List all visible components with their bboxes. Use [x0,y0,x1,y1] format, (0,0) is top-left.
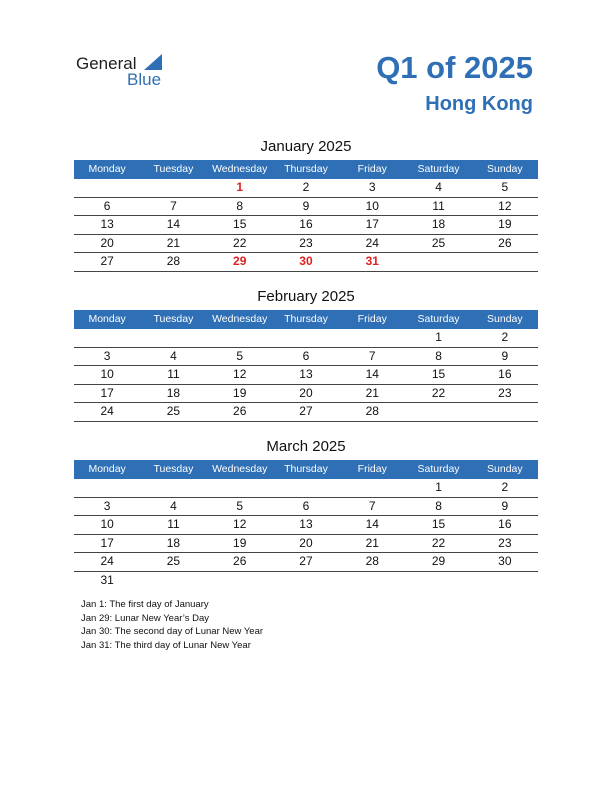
weekday-header-thursday: Thursday [284,163,328,175]
weekday-header-friday: Friday [357,313,387,325]
date-cell: 5 [501,180,509,194]
date-cell: 10 [100,517,114,531]
month-title: January 2025 [260,138,352,155]
date-cell: 27 [299,404,313,418]
date-cell: 14 [365,517,379,531]
date-cell: 20 [299,535,313,550]
week-row [74,403,538,422]
date-cell: 5 [236,498,244,513]
week-row [74,516,538,535]
date-cell: 25 [166,404,181,418]
date-cell [405,572,471,590]
date-cell: 24 [100,404,114,418]
holiday-date-cell: 31 [365,254,379,268]
week-row [74,553,538,572]
logo-text-blue: Blue [127,70,162,89]
date-cell [140,572,206,590]
date-cell: 2 [501,330,509,344]
date-cell: 27 [100,254,114,268]
date-cell: 4 [170,348,177,363]
weekday-header-wednesday: Wednesday [212,163,268,175]
date-cell: 24 [365,235,379,250]
date-cell: 3 [103,498,111,513]
date-cell: 8 [236,198,244,213]
date-cell [140,179,206,197]
date-cell: 26 [498,235,512,250]
weekday-header-sunday: Sunday [487,163,523,175]
date-cell: 25 [166,554,181,568]
date-cell: 19 [233,385,247,400]
weekday-header-row [74,310,538,329]
date-cell [140,479,206,497]
date-cell: 30 [498,554,512,568]
date-cell: 18 [431,217,446,231]
weekday-header-monday: Monday [88,313,126,325]
date-cell: 22 [233,235,247,250]
week-row [74,235,538,254]
date-cell: 17 [100,385,114,400]
date-cell: 4 [170,498,177,513]
date-cell: 14 [365,367,379,381]
date-cell: 12 [233,517,247,531]
date-cell: 18 [166,385,181,400]
logo-text-general: General [76,54,137,73]
date-cell [472,253,538,271]
date-cell [405,403,471,421]
week-row [74,366,538,385]
weekday-header-tuesday: Tuesday [153,463,194,475]
month-march [74,438,538,589]
page-title: Q1 of 2025 [376,50,533,85]
date-cell: 24 [100,554,114,568]
date-cell: 15 [431,517,446,531]
date-cell [339,572,405,590]
date-cell [273,572,339,590]
weekday-header-tuesday: Tuesday [153,313,194,325]
date-cell [472,572,538,590]
date-cell: 2 [302,180,310,194]
week-row [74,216,538,235]
date-cell: 16 [498,517,512,531]
date-cell: 1 [435,330,442,344]
date-cell: 3 [103,348,111,363]
week-row [74,498,538,517]
date-cell: 15 [233,217,247,231]
date-cell: 19 [498,217,512,231]
date-cell: 19 [233,535,247,550]
date-cell: 11 [167,367,180,381]
date-cell: 21 [166,235,181,250]
weekday-header-row [74,460,538,479]
date-cell [74,179,140,197]
date-cell: 27 [299,554,313,568]
date-cell: 22 [431,535,446,550]
holiday-date-cell: 1 [236,180,244,194]
month-january [74,138,538,272]
date-cell: 26 [233,404,247,418]
date-cell: 29 [431,554,446,568]
date-cell: 17 [365,217,379,231]
weekday-header-sunday: Sunday [487,313,523,325]
week-row [74,329,538,348]
holiday-note: Jan 1: The first day of January [81,599,209,610]
week-row [74,572,538,590]
date-cell: 8 [435,348,442,363]
date-cell: 2 [501,480,509,494]
date-cell: 5 [236,348,244,363]
date-cell: 25 [431,235,446,250]
date-cell: 11 [432,198,445,213]
month-title: February 2025 [257,288,355,305]
weekday-header-row [74,160,538,179]
date-cell: 10 [100,367,114,381]
weekday-header-saturday: Saturday [417,463,460,475]
date-cell: 4 [435,180,442,194]
week-row [74,479,538,498]
month-title: March 2025 [266,438,346,455]
date-cell: 31 [100,572,114,587]
date-cell [207,329,273,347]
holiday-date-cell: 29 [233,254,247,268]
date-cell: 26 [233,554,247,568]
date-cell [74,479,140,497]
date-cell: 8 [435,498,442,513]
date-cell: 17 [100,535,114,550]
date-cell: 10 [365,198,379,213]
weekday-header-thursday: Thursday [284,463,328,475]
date-cell: 15 [431,367,446,381]
date-cell: 3 [368,180,376,194]
date-cell: 16 [498,367,512,381]
date-cell: 16 [299,217,313,231]
holiday-notes [81,598,263,652]
date-cell: 21 [365,535,379,550]
date-cell: 14 [166,217,181,231]
date-cell [339,329,405,347]
date-cell: 12 [498,198,512,213]
generalblue-logo [76,52,176,88]
date-cell [472,403,538,421]
date-cell: 9 [501,498,509,513]
holiday-note: Jan 30: The second day of Lunar New Year [81,626,264,637]
week-row [74,179,538,198]
week-row [74,385,538,404]
week-row [74,253,538,272]
date-cell: 12 [233,367,247,381]
date-cell: 13 [299,367,313,381]
week-row [74,535,538,554]
weekday-header-thursday: Thursday [284,313,328,325]
date-cell: 6 [302,498,310,513]
weekday-header-saturday: Saturday [417,163,460,175]
weekday-header-wednesday: Wednesday [212,313,268,325]
holiday-note: Jan 29: Lunar New Year’s Day [81,612,209,624]
date-cell: 11 [167,517,180,531]
date-cell: 20 [299,385,313,400]
date-cell [273,479,339,497]
date-cell: 28 [365,404,379,418]
weekday-header-sunday: Sunday [487,463,523,475]
month-february [74,288,538,422]
date-cell [339,479,405,497]
week-row [74,198,538,217]
date-cell: 7 [170,198,177,213]
date-cell [207,479,273,497]
date-cell: 18 [166,535,181,550]
date-cell: 9 [302,198,310,213]
weekday-header-monday: Monday [88,463,126,475]
date-cell [273,329,339,347]
date-cell [405,253,471,271]
weekday-header-wednesday: Wednesday [212,463,268,475]
date-cell: 22 [431,385,446,400]
date-cell: 7 [368,498,376,513]
logo-triangle-icon [144,54,162,70]
date-cell: 13 [100,217,114,231]
weekday-header-friday: Friday [357,163,387,175]
page-subtitle: Hong Kong [425,93,533,115]
date-cell [207,572,273,590]
date-cell: 20 [100,235,114,250]
holiday-date-cell: 30 [299,254,313,268]
date-cell: 13 [299,517,313,531]
date-cell: 23 [498,535,512,550]
weekday-header-friday: Friday [357,463,387,475]
weekday-header-monday: Monday [88,163,126,175]
date-cell: 6 [302,348,310,363]
date-cell: 28 [166,254,181,268]
date-cell [140,329,206,347]
date-cell: 6 [103,198,111,213]
date-cell [74,329,140,347]
date-cell: 21 [365,385,379,400]
weekday-header-saturday: Saturday [417,313,460,325]
date-cell: 1 [435,480,442,494]
holiday-note: Jan 31: The third day of Lunar New Year [81,639,251,651]
date-cell: 9 [501,348,509,363]
date-cell: 28 [365,554,379,568]
date-cell: 23 [299,235,313,250]
date-cell: 7 [368,348,376,363]
date-cell: 23 [498,385,512,400]
weekday-header-tuesday: Tuesday [153,163,194,175]
week-row [74,348,538,367]
